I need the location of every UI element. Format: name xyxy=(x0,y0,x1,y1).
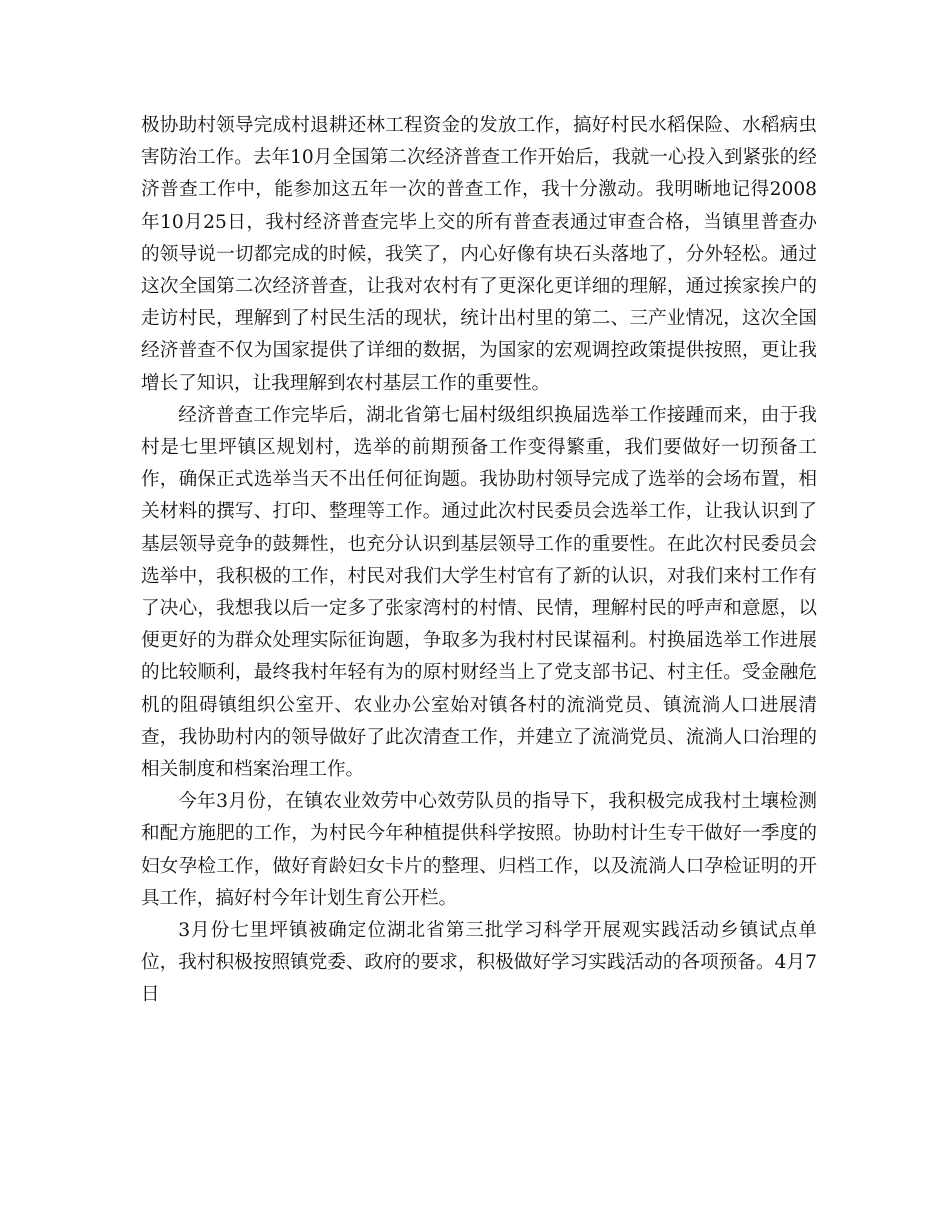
paragraph-pilot-activity: 3月份七里坪镇被确定位湖北省第三批学习科学开展观实践活动乡镇试点单位，我村积极按照镇党委、政府的要求，积极做好学习实践活动的各项预备。4月7日 xyxy=(141,920,817,1006)
paragraph-soil-testing: 今年3月份，在镇农业效劳中心效劳队员的指导下，我积极完成我村土壤检测和配方施肥的工作，为村民今年种植提供科学按照。协助村计生专干做好一季度的妇女孕检工作，做好育龄妇女卡片的整理、归档工作，以及流淌人口孕检证明的开具工作，搞好村今年计划生育公开栏。 xyxy=(141,791,817,909)
paragraph-continuation: 极协助村领导完成村退耕还林工程资金的发放工作，搞好村民水稻保险、水稻病虫害防治工作。去年10月全国第二次经济普查工作开始后，我就一心投入到紧张的经济普查工作中，能参加这五年一次的普查工作，我十分激动。我明晰地记得2008年10月25日，我村经济普查完毕上交的所有普查表通过审查合格，当镇里普查办的领导说一切都完成的时候，我笑了，内心好像有块石头落地了，分外轻松。通过这次全国第二次经济普查，让我对农村有了更深化更详细的理解，通过挨家挨户的走访村民，理解到了村民生活的现状，统计出村里的第二、三产业情况，这次全国经济普查不仅为国家提供了详细的数据，为国家的宏观调控政策提供按照，更让我增长了知识，让我理解到农村基层工作的重要性。 xyxy=(141,115,817,394)
paragraph-election: 经济普查工作完毕后，湖北省第七届村级组织换届选举工作接踵而来，由于我村是七里坪镇区规划村，选举的前期预备工作变得繁重，我们要做好一切预备工作，确保正式选举当天不出任何征询题。我协助村领导完成了选举的会场布置，相关材料的撰写、打印、整理等工作。通过此次村民委员会选举工作，让我认识到了基层领导竞争的鼓舞性，也充分认识到基层领导工作的重要性。在此次村民委员会选举中，我积极的工作，村民对我们大学生村官有了新的认识，对我们来村工作有了决心，我想我以后一定多了张家湾村的村情、民情，理解村民的呼声和意愿，以便更好的为群众处理实际征询题，争取多为我村村民谋福利。村换届选举工作进展的比较顺利，最终我村年轻有为的原村财经当上了党支部书记、村主任。受金融危机的阻碍镇组织公室开、农业办公室始对镇各村的流淌党员、镇流淌人口进展清查，我协助村内的领导做好了此次清查工作，并建立了流淌党员、流淌人口治理的相关制度和档案治理工作。 xyxy=(141,404,817,781)
document-body xyxy=(141,110,817,1012)
